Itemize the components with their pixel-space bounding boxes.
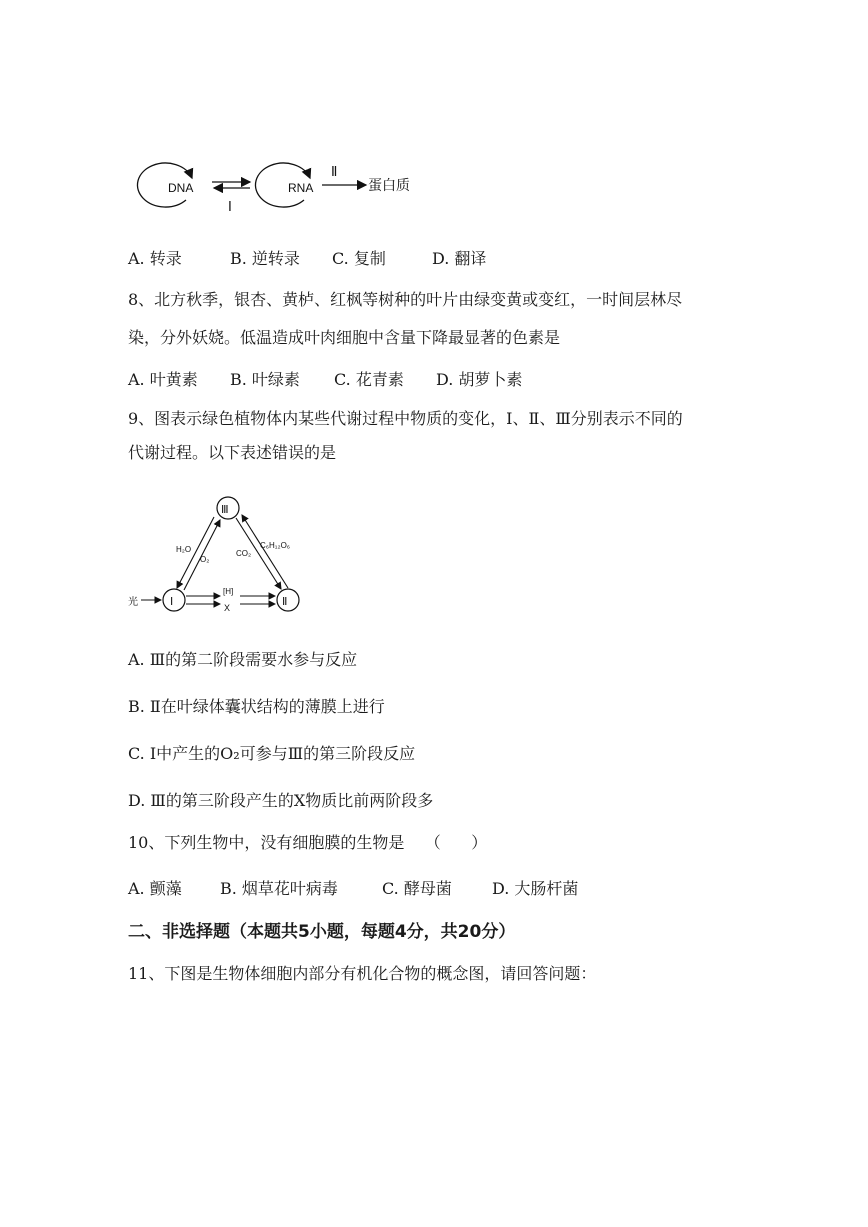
q8-stem-line1: 8、北方秋季，银杏、黄栌、红枫等树种的叶片由绿变黄或变红，一时间层林尽 [128,290,683,309]
process-I-label: Ⅰ [170,596,174,608]
q9-option-c: C. Ⅰ中产生的O₂可参与Ⅲ的第三阶段反应 [128,744,416,763]
section-heading: 二、非选择题（本题共5小题，每题4分，共20分） [128,922,516,942]
q8-option-c: C. 花青素 [334,370,404,389]
q10-option-d: D. 大肠杆菌 [492,879,579,898]
q10-option-c: C. 酵母菌 [382,879,452,898]
q9-option-a: A. Ⅲ的第二阶段需要水参与反应 [128,650,358,669]
label-I: Ⅰ [228,199,232,214]
q7-option-d: D. 翻译 [432,249,487,268]
q7-option-c: C. 复制 [332,249,386,268]
co2-label: CO₂ [236,549,252,558]
process-II-label: Ⅱ [282,596,288,608]
rna-label: RNA [288,181,314,195]
q7-option-b: B. 逆转录 [230,249,300,268]
process-II-node [277,589,299,611]
label-II: Ⅱ [331,164,338,179]
q11-stem: 11、下图是生物体细胞内部分有机化合物的概念图，请回答问题： [128,964,597,983]
protein-label: 蛋白质 [368,177,410,193]
q10-option-a: A. 颤藻 [128,879,182,898]
q10-option-b: B. 烟草花叶病毒 [220,879,338,898]
q7-options [128,246,486,269]
metabolism-diagram [128,490,318,618]
h2o-label: H₂O [176,545,192,554]
dna-label: DNA [168,181,194,195]
q8-option-d: D. 胡萝卜素 [436,370,523,389]
o2-label: O₂ [200,555,210,564]
process-I-node [163,589,185,611]
q10-stem: 10、下列生物中，没有细胞膜的生物是 （ ） [128,833,488,852]
q8-options [128,367,522,390]
q8-stem-line2: 染，分外妖娆。低温造成叶肉细胞中含量下降最显著的色素是 [128,328,561,347]
central-dogma-diagram [128,158,428,220]
q8-option-a: A. 叶黄素 [128,370,198,389]
q9-option-d: D. Ⅲ的第三阶段产生的X物质比前两阶段多 [128,791,434,810]
q9-stem-line2: 代谢过程。以下表述错误的是 [128,443,337,462]
glucose-label: C₆H₁₂O₆ [260,541,291,550]
light-label: 光 [128,597,138,608]
x-label: X [224,603,231,613]
q8-option-b: B. 叶绿素 [230,370,300,389]
q9-option-b: B. Ⅱ在叶绿体囊状结构的薄膜上进行 [128,697,385,716]
q9-stem-line1: 9、图表示绿色植物体内某些代谢过程中物质的变化，Ⅰ、Ⅱ、Ⅲ分别表示不同的 [128,409,683,428]
q10-options [128,876,578,899]
h-label: [H] [223,587,234,596]
process-III-label: Ⅲ [221,504,229,516]
q7-option-a: A. 转录 [128,249,182,268]
